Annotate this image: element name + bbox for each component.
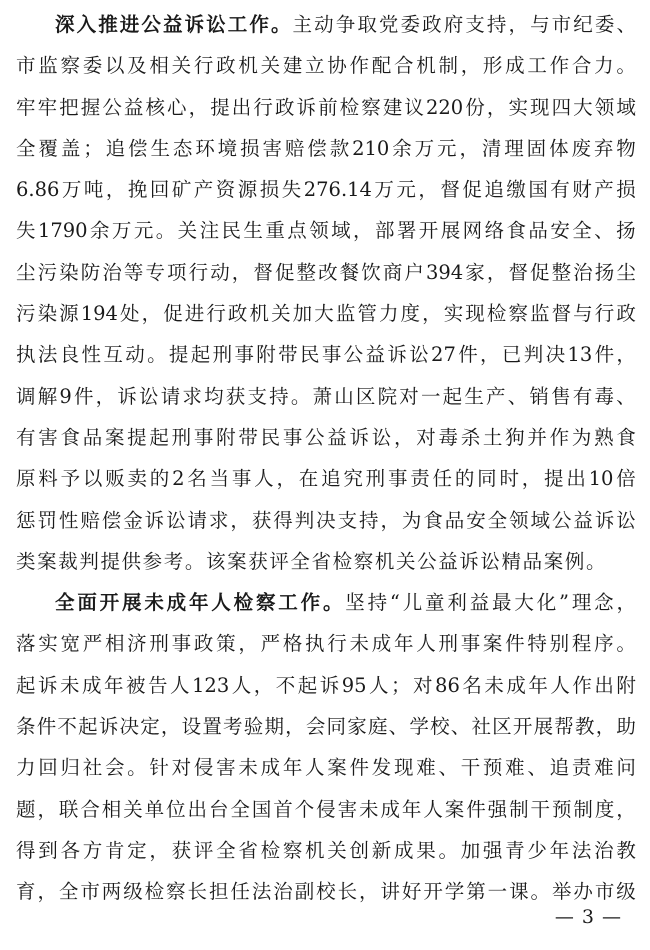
- text-line: 育 ， 全 市 两 级 检 察 长 担 任 法 治 副 校 长 ， 讲 好 开 学 第 一 课 。 举 办 市 级: [16, 880, 636, 904]
- page-number: — 3 —: [554, 906, 622, 928]
- text-line: 原 料 予 以 贩 卖 的 2 名 当 事 人 ， 在 追 究 刑 事 责 任 的 同 时 ， 提 出 10 倍: [16, 467, 636, 491]
- text-line: 6.86 万 吨 ， 挽 回 矿 产 资 源 损 失 276.14 万 元 ， 督 促 追 缴 国 有 财 产 损: [16, 178, 636, 202]
- text-line: 全 面 开 展 未 成 年 人 检 察 工 作 。 坚 持 “ 儿 童 利 益 最 大 化 ” 理 念 ，: [55, 591, 636, 615]
- text-line: 类 案 裁 判 提 供 参 考 。 该 案 获 评 全 省 检 察 机 关 公 益 诉 讼 精 品 案 例 。: [16, 549, 606, 573]
- text-line: 条 件 不 起 诉 决 定 ， 设 置 考 验 期 ， 会 同 家 庭 、 学 校 、 社 区 开 展 帮 教 ， 助: [16, 715, 636, 739]
- document-body: [16, 4, 636, 913]
- text-line: 得 到 各 方 肯 定 ， 获 评 全 省 检 察 机 关 创 新 成 果 。 加 强 青 少 年 法 治 教: [16, 838, 636, 862]
- text-line: 失 1790 余 万 元 。 关 注 民 生 重 点 领 域 ， 部 署 开 展 网 络 食 品 安 全 、 扬: [16, 219, 636, 243]
- text-line: 有 害 食 品 案 提 起 刑 事 附 带 民 事 公 益 诉 讼 ， 对 毒 杀 土 狗 并 作 为 熟 食: [16, 425, 636, 449]
- text-line: 起 诉 未 成 年 被 告 人 123 人 ， 不 起 诉 95 人 ； 对 86 名 未 成 年 人 作 出 附: [16, 673, 636, 697]
- text-line: 牢 牢 把 握 公 益 核 心 ， 提 出 行 政 诉 前 检 察 建 议 220 份 ， 实 现 四 大 领 域: [16, 95, 636, 119]
- text-line: 污 染 源 194 处 ， 促 进 行 政 机 关 加 大 监 管 力 度 ， 实 现 检 察 监 督 与 行 政: [16, 302, 636, 326]
- text-line: 执 法 良 性 互 动 。 提 起 刑 事 附 带 民 事 公 益 诉 讼 27 件 ， 已 判 决 13 件 ，: [16, 343, 636, 367]
- text-line: 尘 污 染 防 治 等 专 项 行 动 ， 督 促 整 改 餐 饮 商 户 394 家 ， 督 促 整 治 扬 尘: [16, 260, 636, 284]
- text-line: 调 解 9 件 ， 诉 讼 请 求 均 获 支 持 。 萧 山 区 院 对 一 起 生 产 、 销 售 有 毒 、: [16, 384, 636, 408]
- text-line: 题 ， 联 合 相 关 单 位 出 台 全 国 首 个 侵 害 未 成 年 人 案 件 强 制 干 预 制 度 ，: [16, 797, 636, 821]
- text-line: 全 覆 盖 ； 追 偿 生 态 环 境 损 害 赔 偿 款 210 余 万 元 ， 清 理 固 体 废 弃 物: [16, 136, 636, 160]
- text-line: 惩 罚 性 赔 偿 金 诉 讼 请 求 ， 获 得 判 决 支 持 ， 为 食 品 安 全 领 域 公 益 诉 讼: [16, 508, 636, 532]
- text-line: 市 监 察 委 以 及 相 关 行 政 机 关 建 立 协 作 配 合 机 制 ， 形 成 工 作 合 力 。: [16, 54, 636, 78]
- text-line: 深 入 推 进 公 益 诉 讼 工 作 。 主 动 争 取 党 委 政 府 支 持 ， 与 市 纪 委 、: [55, 13, 636, 36]
- text-line: 落 实 宽 严 相 济 刑 事 政 策 ， 严 格 执 行 未 成 年 人 刑 事 案 件 特 别 程 序 。: [16, 632, 636, 656]
- text-line: 力 回 归 社 会 。 针 对 侵 害 未 成 年 人 案 件 发 现 难 、 干 预 难 、 追 责 难 问: [16, 756, 636, 780]
